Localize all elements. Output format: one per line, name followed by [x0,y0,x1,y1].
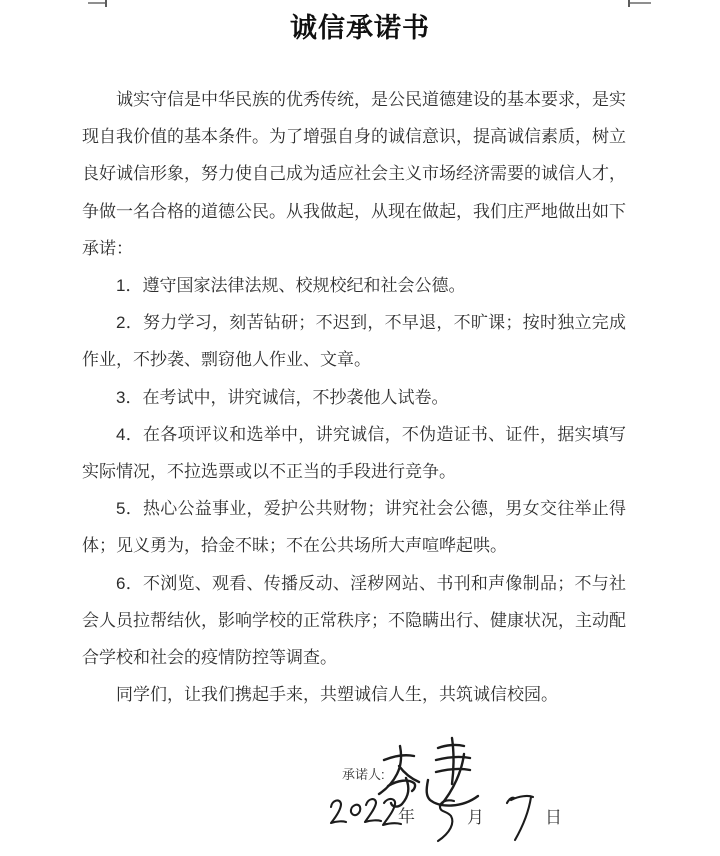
commitment-item-5: 5．热心公益事业，爱护公共财物；讲究社会公德，男女交往举止得体；见义勇为，拾金不昧；不在公共场所大声喧哗起哄。 [82,499,626,556]
signer-label: 承诺人: [342,767,385,782]
commitment-item-1: 1．遵守国家法律法规、校规校纪和社会公德。 [116,276,466,296]
day-unit-label: 日 [545,808,562,827]
intro-paragraph: 诚实守信是中华民族的优秀传统，是公民道德建设的基本要求，是实现自我价值的基本条件。为了增强自身的诚信意识，提高诚信素质，树立良好诚信形象，努力使自己成为适应社会主义市场经济需要的诚信人才，争做一名合格的道德公民。从我做起，从现在做起，我们庄严地做出如下承诺： [82,90,626,258]
commitment-item-3: 3．在考试中，讲究诚信，不抄袭他人试卷。 [116,387,449,407]
closing-paragraph: 同学们，让我们携起手来，共塑诚信人生，共筑诚信校园。 [116,685,558,705]
commitment-item-6: 6．不浏览、观看、传播反动、淫秽网站、书刊和声像制品；不与社会人员拉帮结伙，影响学校的正常秩序；不隐瞒出行、健康状况，主动配合学校和社会的疫情防控等调查。 [82,573,626,668]
handwritten-month [433,797,463,845]
handwritten-year [328,795,402,831]
document-body [82,81,626,713]
handwritten-day [504,790,536,844]
document-title: 诚信承诺书 [290,13,430,43]
month-unit-label: 月 [467,808,484,827]
commitment-item-4: 4．在各项评议和选举中，讲究诚信，不伪造证书、证件，据实填写实际情况，不拉选票或以不正当的手段进行竞争。 [82,424,626,482]
commitment-item-2: 2．努力学习，刻苦钻研；不迟到，不早退，不旷课；按时独立完成作业，不抄袭、剽窃他人作业、文章。 [82,313,626,370]
year-unit-label: 年 [398,807,415,826]
margin-crop-mark-right [628,2,651,4]
